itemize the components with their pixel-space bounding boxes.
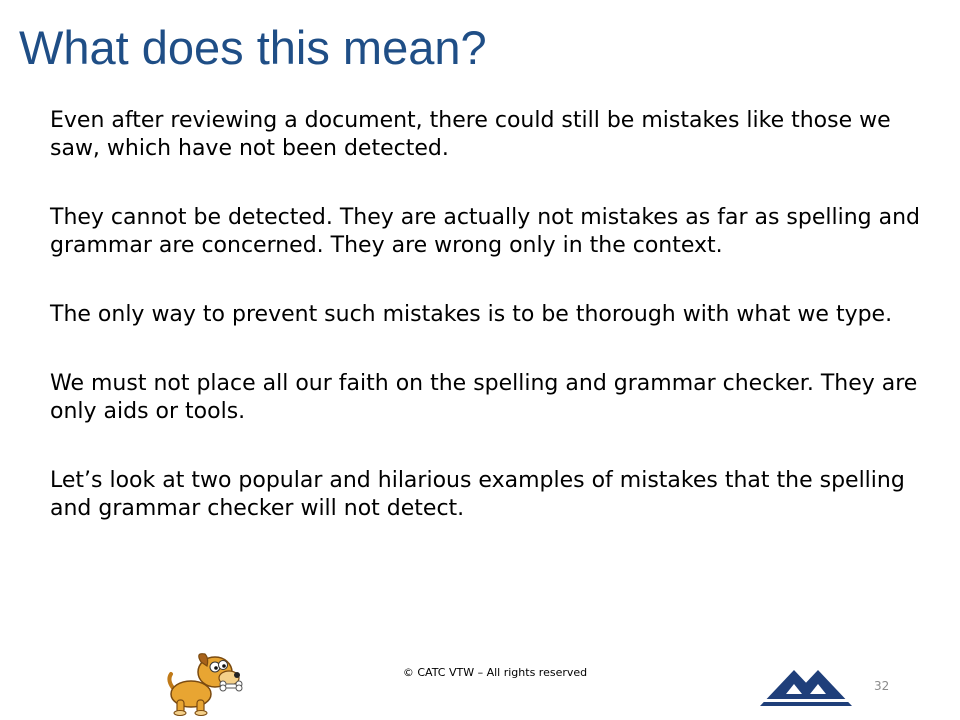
paragraph-be-thorough: The only way to prevent such mistakes is to be thorough with what we type.: [50, 302, 893, 327]
paragraph-checker-aids: We must not place all our faith on the spelling and grammar checker. They are only aids or tools.: [50, 371, 918, 424]
paragraph-review-mistakes: Even after reviewing a document, there could still be mistakes like those we saw, which have not been detected.: [50, 108, 891, 161]
footer-copyright: © CATC VTW – All rights reserved: [402, 666, 588, 679]
paragraph-cannot-be-detected: They cannot be detected. They are actually not mistakes as far as spelling and grammar are concerned. They are wrong only in the context.: [50, 205, 921, 258]
slide-body: [50, 107, 920, 564]
paragraph-examples-intro: Let’s look at two popular and hilarious examples of mistakes that the spelling and grammar checker will not detect.: [50, 468, 905, 521]
aa-triangle-logo-icon: [758, 664, 854, 710]
slide-title: What does this mean?: [19, 21, 487, 74]
page-number: 32: [874, 679, 890, 693]
cartoon-dog-icon: [165, 650, 245, 716]
